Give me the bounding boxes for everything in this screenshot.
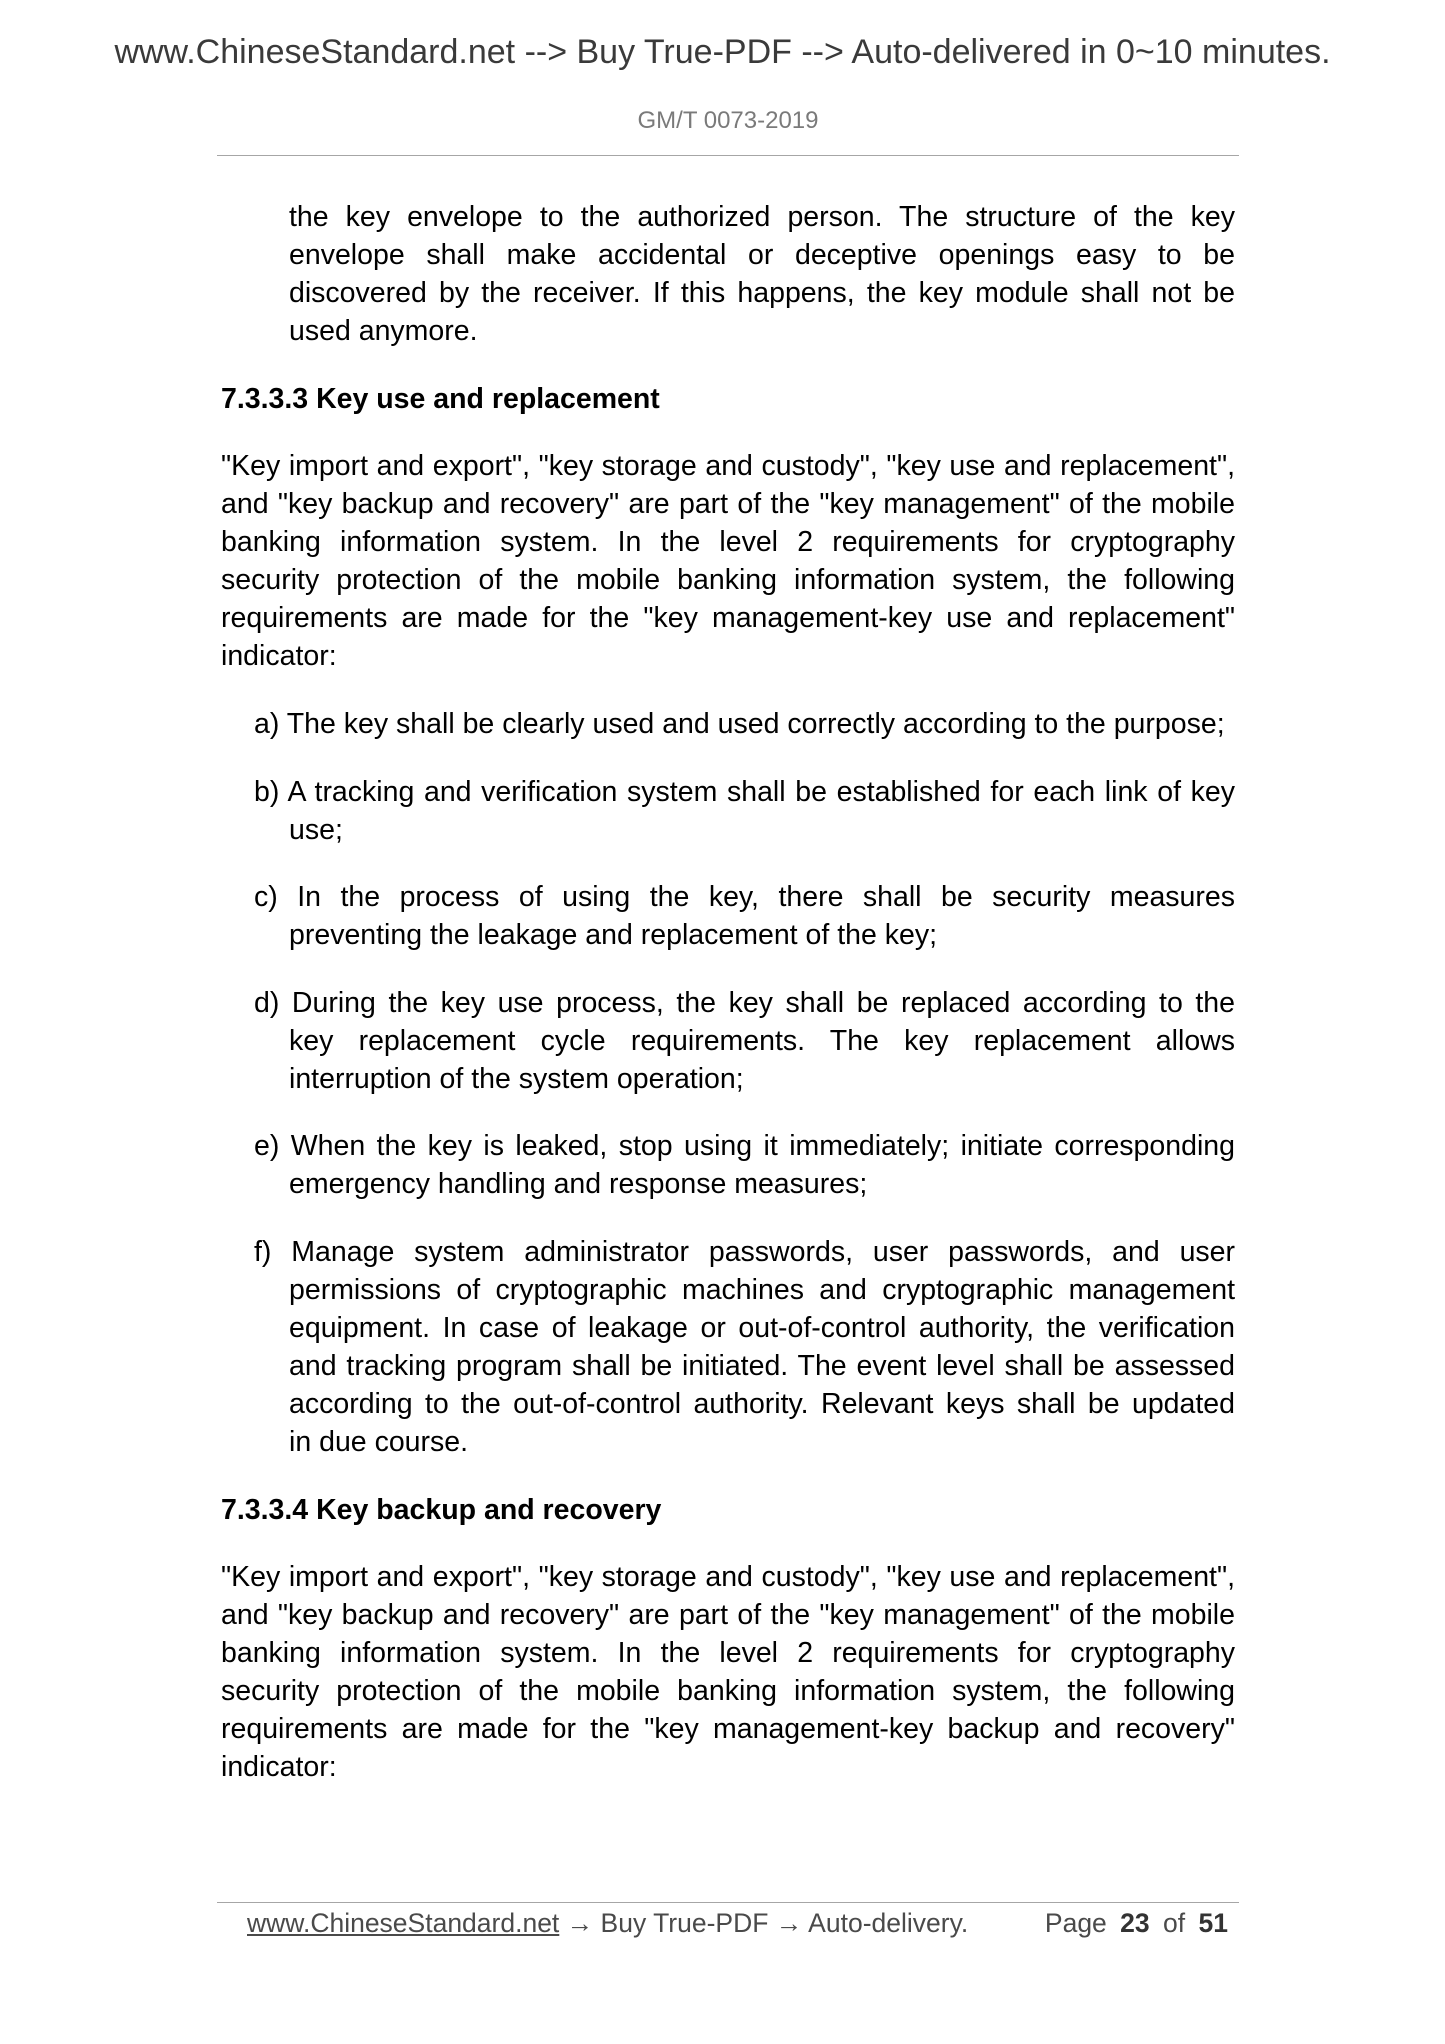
footer-site-link[interactable]: www.ChineseStandard.net	[247, 1908, 560, 1938]
list-item-line: use;	[289, 813, 343, 846]
page-number	[1045, 1907, 1228, 1939]
section-intro-paragraph	[221, 1558, 1235, 1786]
paragraph-line: requirements are made for the "key management-key backup and recovery"	[221, 1713, 1235, 1746]
list-item-text: In the process of using the key, there shall be security measures	[297, 881, 1235, 914]
paragraph-line: "Key import and export", "key storage and custody", "key use and replacement",	[221, 450, 1235, 483]
paragraph-line: security protection of the mobile banking information system, the following	[221, 1675, 1235, 1708]
list-item-line	[254, 1233, 1235, 1271]
list-item-line: and tracking program shall be initiated. The event level shall be assessed	[289, 1350, 1235, 1383]
list-item-text: During the key use process, the key shall be replaced according to the	[291, 986, 1235, 1019]
list-item-text: A tracking and verification system shall be established for each link of key	[287, 775, 1235, 808]
footer-promo	[247, 1907, 968, 1939]
list-item-label: e)	[254, 1130, 280, 1163]
paragraph-line: banking information system. In the level 2 requirements for cryptography	[221, 526, 1235, 559]
list-item-label: a)	[254, 707, 280, 740]
list-item-line: interruption of the system operation;	[289, 1062, 744, 1095]
list-item-line	[254, 984, 1235, 1022]
page-of-label: of	[1163, 1908, 1186, 1938]
list-item-text: When the key is leaked, stop using it immediately; initiate corresponding	[290, 1130, 1235, 1163]
list-item-line	[254, 773, 1235, 811]
list-item-label: d)	[254, 986, 280, 1019]
standard-number: GM/T 0073-2019	[637, 107, 819, 134]
site-banner: www.ChineseStandard.net --> Buy True-PDF --> Auto-delivered in 0~10 minutes.	[114, 33, 1331, 71]
page-total: 51	[1198, 1908, 1228, 1938]
paragraph-line: and "key backup and recovery" are part of the "key management" of the mobile	[221, 488, 1235, 521]
list-item-a	[254, 705, 1235, 743]
paragraph-line: indicator:	[221, 640, 337, 673]
list-item-line: according to the out-of-control authority. Relevant keys shall be updated	[289, 1388, 1235, 1421]
footer-tagline: → Buy True-PDF → Auto-delivery.	[566, 1908, 969, 1938]
list-item-line	[254, 705, 1235, 743]
list-item-d	[254, 984, 1235, 1098]
paragraph-line: requirements are made for the "key management-key use and replacement"	[221, 602, 1235, 635]
paragraph-line: and "key backup and recovery" are part of the "key management" of the mobile	[221, 1599, 1235, 1632]
footer-rule	[217, 1902, 1239, 1903]
list-item-line: permissions of cryptographic machines and cryptographic management	[289, 1274, 1235, 1307]
section-intro-paragraph	[221, 447, 1235, 675]
list-item-line: emergency handling and response measures;	[289, 1168, 868, 1201]
list-item-line: in due course.	[289, 1426, 469, 1459]
paragraph-line: envelope shall make accidental or deceptive openings easy to be	[289, 239, 1235, 271]
list-item-e	[254, 1127, 1235, 1203]
list-item-label: c)	[254, 881, 278, 914]
list-item-text: Manage system administrator passwords, user passwords, and user	[291, 1236, 1236, 1269]
paragraph-line: security protection of the mobile banking information system, the following	[221, 564, 1235, 597]
list-item-label: f)	[254, 1236, 272, 1269]
paragraph-line: used anymore.	[289, 315, 478, 347]
section-heading-key-use: 7.3.3.3 Key use and replacement	[221, 382, 660, 415]
list-item-c	[254, 878, 1235, 954]
paragraph-line: banking information system. In the level 2 requirements for cryptography	[221, 1637, 1235, 1670]
paragraph-line: indicator:	[221, 1751, 337, 1784]
list-item-b	[254, 773, 1235, 849]
continuation-paragraph	[289, 198, 1235, 350]
page-label: Page	[1044, 1908, 1107, 1938]
paragraph-line: discovered by the receiver. If this happens, the key module shall not be	[289, 277, 1235, 309]
list-item-line: equipment. In case of leakage or out-of-control authority, the verification	[289, 1312, 1235, 1345]
list-item-label: b)	[254, 775, 280, 808]
list-item-f	[254, 1233, 1236, 1461]
list-item-line	[254, 1127, 1235, 1165]
list-item-line: key replacement cycle requirements. The key replacement allows	[289, 1024, 1235, 1057]
page-content	[221, 198, 1235, 1816]
page-current: 23	[1120, 1908, 1150, 1938]
section-heading-key-backup: 7.3.3.4 Key backup and recovery	[221, 1493, 662, 1526]
header-rule	[217, 155, 1239, 156]
paragraph-line: the key envelope to the authorized person. The structure of the key	[289, 201, 1235, 233]
list-item-text: The key shall be clearly used and used correctly according to the purpose;	[286, 707, 1225, 740]
list-item-line	[254, 878, 1235, 916]
paragraph-line: "Key import and export", "key storage and custody", "key use and replacement",	[221, 1561, 1235, 1594]
list-item-line: preventing the leakage and replacement of the key;	[289, 919, 938, 952]
